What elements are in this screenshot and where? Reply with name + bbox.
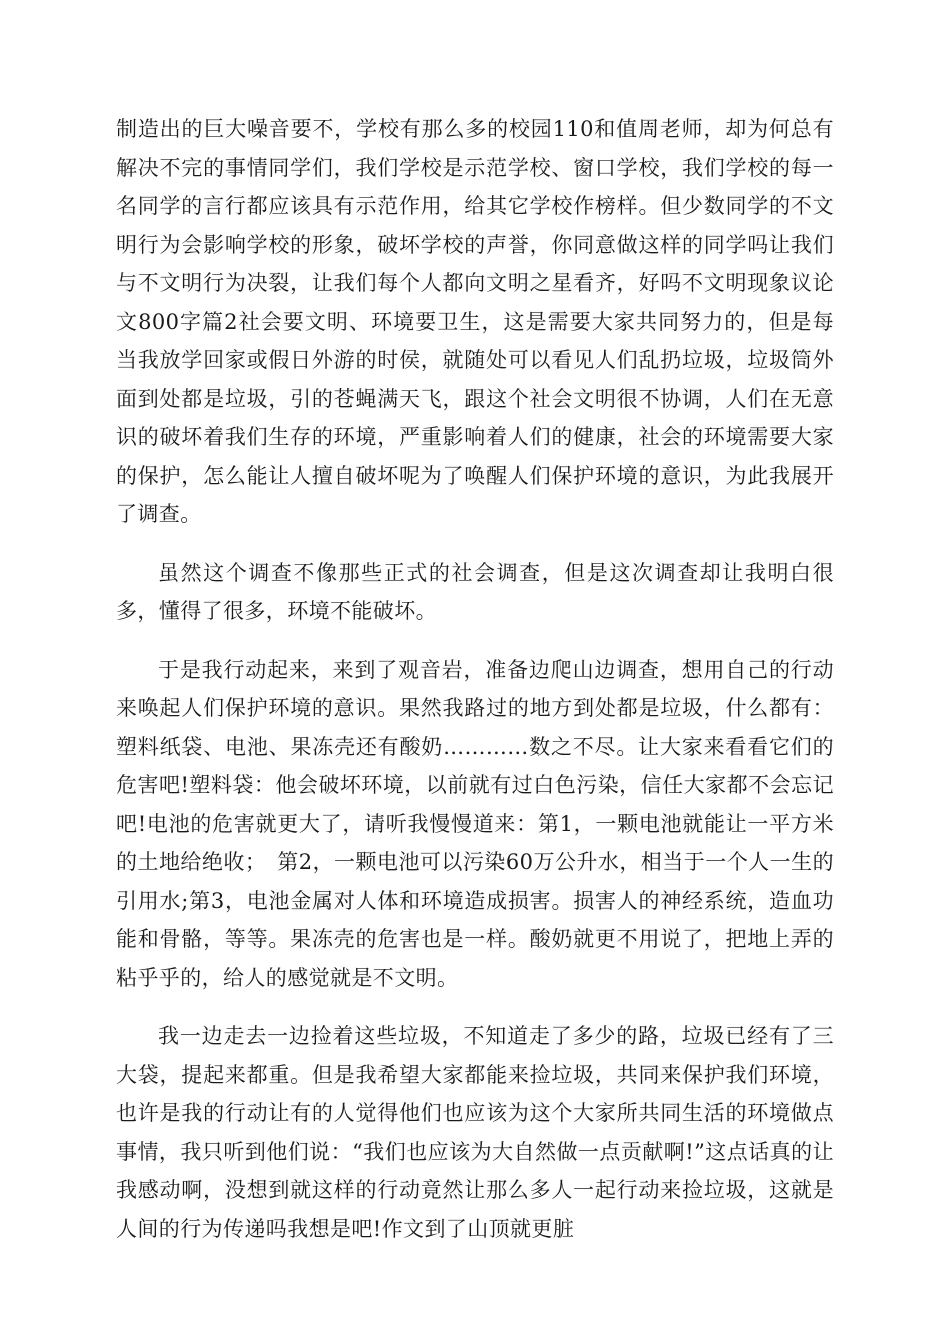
- paragraph-3: 于是我行动起来，来到了观音岩，准备边爬山边调查，想用自己的行动来唤起人们保护环境的意识。果然我路过的地方到处都是垃圾，什么都有：塑料纸袋、电池、果冻壳还有酸奶…………数之不尽。让大家来看看它们的危害吧!塑料袋：他会破坏环境，以前就有过白色污染，信任大家都不会忘记吧!电池的危害就更大了，请听我慢慢道来：第1，一颗电池就能让一平方米的土地给绝收； 第2，一颗电池可以污染60万公升水，相当于一个人一生的引用水;第3，电池金属对人体和环境造成损害。损害人的神经系统，造血功能和骨骼，等等。果冻壳的危害也是一样。酸奶就更不用说了，把地上弄的粘乎乎的，给人的感觉就是不文明。: [116, 657, 834, 990]
- paragraph-1: 制造出的巨大噪音要不，学校有那么多的校园110和值周老师，却为何总有解决不完的事情同学们，我们学校是示范学校、窗口学校，我们学校的每一名同学的言行都应该具有示范作用，给其它学校作榜样。但少数同学的不文明行为会影响学校的形象，破坏学校的声誉，你同意做这样的同学吗让我们与不文明行为决裂，让我们每个人都向文明之星看齐，好吗不文明现象议论文800字篇2社会要文明、环境要卫生，这是需要大家共同努力的，但是每当我放学回家或假日外游的时侯，就随处可以看见人们乱扔垃圾，垃圾筒外面到处都是垃圾，引的苍蝇满天飞，跟这个社会文明很不协调，人们在无意识的破坏着我们生存的环境，严重影响着人们的健康，社会的环境需要大家的保护，怎么能让人擅自破坏呢为了唤醒人们保护环境的意识，为此我展开了调查。: [116, 117, 834, 526]
- paragraph-2: 虽然这个调查不像那些正式的社会调查，但是这次调查却让我明白很多，懂得了很多，环境不能破坏。: [116, 560, 834, 623]
- paragraph-4: 我一边走去一边捡着这些垃圾，不知道走了多少的路，垃圾已经有了三大袋，提起来都重。但是我希望大家都能来捡垃圾，共同来保护我们环境，也许是我的行动让有的人觉得他们也应该为这个大家所共同生活的环境做点事情，我只听到他们说：“我们也应该为大自然做一点贡献啊!”这点话真的让我感动啊，没想到就这样的行动竟然让那么多人一起行动来捡垃圾，这就是人间的行为传递吗我想是吧!作文到了山顶就更脏: [116, 1024, 834, 1241]
- document-body: [116, 110, 834, 1268]
